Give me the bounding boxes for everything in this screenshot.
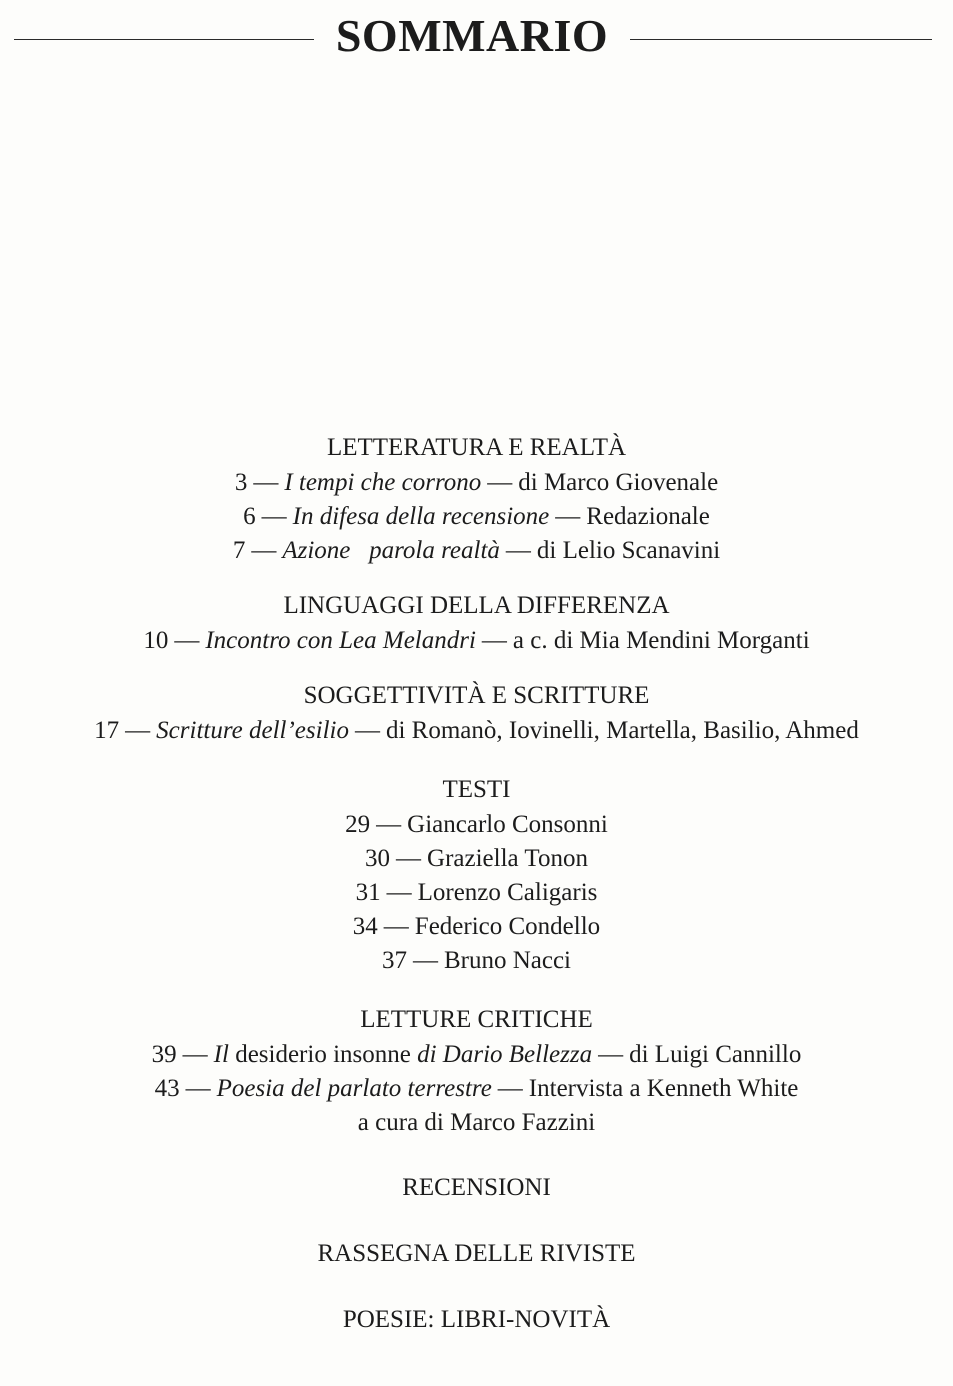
spacer — [0, 568, 953, 588]
toc-entry — [0, 910, 953, 944]
section-heading-recensioni: RECENSIONI — [402, 1174, 551, 1201]
toc-entry — [0, 1072, 953, 1106]
toc-entry — [0, 466, 953, 500]
entry-page: 6 — [243, 503, 256, 530]
toc-entry — [0, 500, 953, 534]
entry-page: 3 — [234, 469, 248, 496]
entry-title-italic: di Dario Bellezza — [417, 1041, 593, 1068]
page-title: SOMMARIO — [335, 10, 609, 61]
section-letteratura-e-realta — [0, 430, 953, 568]
entry-title-italic: Il — [213, 1041, 229, 1068]
entry-author: di Luigi Cannillo — [629, 1041, 802, 1068]
entry-title: I tempi che corrono — [284, 469, 482, 496]
entry-title: Azione parola realtà — [282, 537, 500, 564]
entry-page: 30 — [365, 845, 391, 872]
section-soggettivita-e-scritture — [0, 678, 953, 748]
separator-dash: — — [555, 503, 581, 530]
entry-author: di Marco Giovenale — [518, 469, 719, 496]
toc-entry-continuation: a cura di Marco Fazzini — [357, 1109, 596, 1136]
entry-page: 37 — [381, 947, 407, 974]
separator-dash: — — [396, 845, 422, 872]
separator-dash: — — [253, 469, 279, 496]
separator-dash: — — [497, 1075, 523, 1102]
separator-dash: — — [412, 947, 438, 974]
entry-author: a c. di Mia Mendini Morganti — [512, 627, 810, 654]
spacer — [0, 658, 953, 678]
spacer — [0, 1206, 953, 1236]
separator-dash: — — [125, 717, 151, 744]
section-heading: TESTI — [442, 776, 511, 803]
separator-dash: — — [386, 879, 412, 906]
entry-title: In difesa della recensione — [292, 503, 550, 530]
section-heading-poesie-libri-novita: POESIE: LIBRI-NOVITÀ — [342, 1306, 611, 1333]
toc-entry — [0, 876, 953, 910]
spacer — [0, 1140, 953, 1170]
separator-dash: — — [598, 1041, 624, 1068]
section-letture-critiche — [0, 1002, 953, 1140]
separator-dash: — — [174, 627, 200, 654]
separator-dash: — — [487, 469, 513, 496]
entry-title: Incontro con Lea Melandri — [205, 627, 476, 654]
entry-author: Federico Condello — [414, 913, 601, 940]
entry-author: Redazionale — [586, 503, 710, 530]
section-heading: SOGGETTIVITÀ E SCRITTURE — [303, 682, 650, 709]
section-heading: LETTURE CRITICHE — [360, 1006, 593, 1033]
separator-dash: — — [251, 537, 277, 564]
toc-entry — [0, 944, 953, 978]
entry-page: 17 — [94, 717, 120, 744]
separator-dash: — — [261, 503, 287, 530]
entry-page: 34 — [352, 913, 378, 940]
spacer — [0, 1272, 953, 1302]
spacer — [0, 748, 953, 772]
entry-author: di Lelio Scanavini — [536, 537, 721, 564]
section-testi — [0, 772, 953, 978]
page-header — [0, 8, 953, 68]
toc-entry — [0, 842, 953, 876]
separator-dash: — — [185, 1075, 211, 1102]
toc-entry — [0, 534, 953, 568]
toc-entry — [0, 808, 953, 842]
table-of-contents — [0, 430, 953, 1338]
entry-author: di Romanò, Iovinelli, Martella, Basilio, Ahmed — [385, 717, 859, 744]
separator-dash: — — [354, 717, 380, 744]
separator-dash: — — [182, 1041, 208, 1068]
entry-title: Scritture dell’esilio — [156, 717, 349, 744]
toc-entry — [0, 624, 953, 658]
section-heading-rassegna-delle-riviste: RASSEGNA DELLE RIVISTE — [317, 1240, 636, 1267]
header-rule-right — [630, 39, 932, 40]
entry-page: 10 — [143, 627, 169, 654]
separator-dash: — — [505, 537, 531, 564]
section-heading: LINGUAGGI DELLA DIFFERENZA — [283, 592, 670, 619]
section-linguaggi-della-differenza — [0, 588, 953, 658]
entry-page: 29 — [345, 811, 371, 838]
entry-page: 7 — [232, 537, 246, 564]
entry-author: Lorenzo Caligaris — [417, 879, 598, 906]
header-rule-left — [14, 39, 314, 40]
entry-page: 43 — [154, 1075, 180, 1102]
separator-dash: — — [383, 913, 409, 940]
entry-title-roman: desiderio insonne — [228, 1041, 418, 1068]
entry-page: 31 — [355, 879, 381, 906]
entry-author: Giancarlo Consonni — [407, 811, 608, 838]
separator-dash: — — [376, 811, 402, 838]
spacer — [0, 978, 953, 1002]
entry-author: Bruno Nacci — [443, 947, 572, 974]
entry-page: 39 — [151, 1041, 177, 1068]
entry-title: Poesia del parlato terrestre — [216, 1075, 492, 1102]
toc-entry — [0, 1038, 953, 1072]
section-heading: LETTERATURA E REALTÀ — [326, 434, 627, 461]
entry-author: Intervista a Kenneth White — [528, 1075, 799, 1102]
separator-dash: — — [481, 627, 507, 654]
entry-author: Graziella Tonon — [427, 845, 588, 872]
toc-entry — [0, 714, 953, 748]
